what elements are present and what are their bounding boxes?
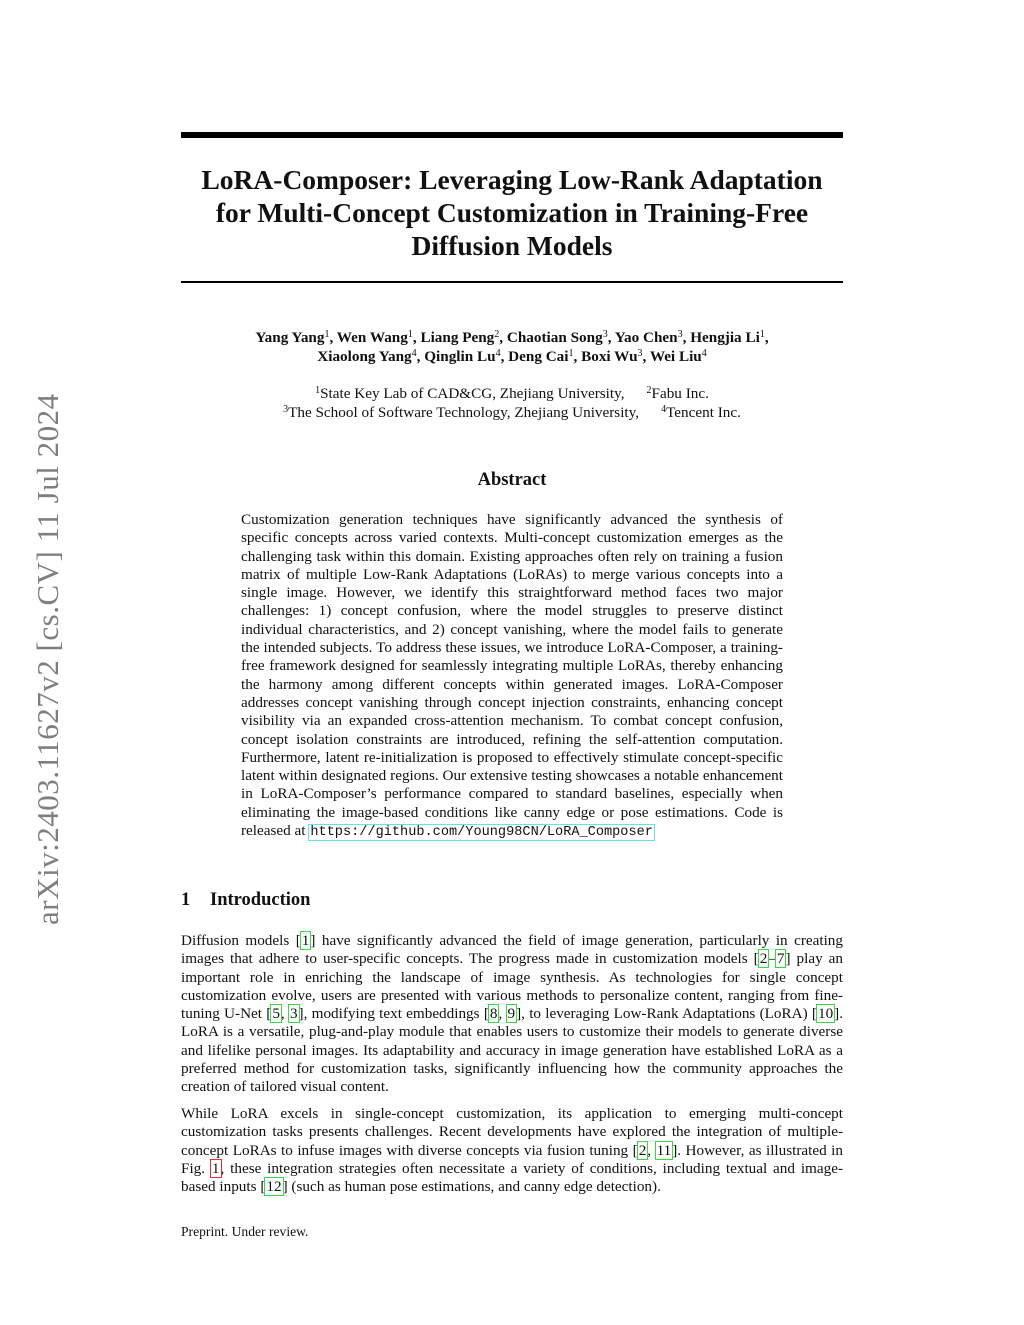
title-top-rule xyxy=(181,132,843,138)
abstract-heading: Abstract xyxy=(477,470,547,490)
title-bottom-rule xyxy=(181,281,843,283)
citation-link[interactable]: 1 xyxy=(301,932,310,949)
code-repository-link[interactable]: https://github.com/Young98CN/LoRA_Composer xyxy=(310,825,653,841)
section-heading-introduction xyxy=(181,890,310,911)
citation-bracket: [ xyxy=(811,1005,817,1023)
affiliation: $^3$The School of Software Technology, Zhejiang University, xyxy=(283,404,640,421)
intro-paragraph-1 xyxy=(181,932,843,1097)
citation-link[interactable]: 7 xyxy=(776,950,785,968)
citation-link[interactable]: 2 xyxy=(759,950,768,968)
citation-link[interactable]: 12 xyxy=(266,1178,282,1196)
citation-bracket: , xyxy=(647,1141,656,1159)
author: Wei Liu$^4$ xyxy=(649,348,707,365)
author: Deng Cai$^1$ xyxy=(508,348,574,365)
author: Chaotian Song$^3$ xyxy=(506,329,608,346)
author-list: Yang Yang$^1$, Wen Wang$^1$, Liang Peng$^2$, Chaotian Song$^3$, Yao Chen$^3$, Hengjia Li$^1$, Xiaolong Yang$^4$, Qinglin Lu$^4$, Deng Cai$^1$, Boxi Wu$^3$, Wei Liu$^4$ xyxy=(255,329,769,365)
citation-link[interactable]: 11 xyxy=(656,1141,672,1159)
author: Liang Peng$^2$ xyxy=(420,329,500,346)
citation-link[interactable]: 5 xyxy=(272,1005,280,1023)
paragraph-text: , to leveraging Low-Rank Adaptations (LoRA) xyxy=(521,1005,812,1023)
citation-bracket: [ xyxy=(266,1005,272,1023)
paragraph-text: have significantly advanced the field of image generation, particularly in creating images that adhere to user-specific concepts. The progress made in customization models xyxy=(181,932,843,968)
author: Xiaolong Yang$^4$ xyxy=(317,348,417,365)
affiliation: $^2$Fabu Inc. xyxy=(646,385,709,402)
citation-bracket: [ xyxy=(632,1141,638,1159)
abstract-text: Customization generation techniques have significantly advanced the synthesis of specific concepts across varied contexts. Multi-concept customization emerges as the challenging task within this domain. Existing approaches often rely on training a fusion matrix of multiple Low-Rank Adaptations (LoRAs) to merge various concepts into a single image. However, we identify this straightforward method faces two major challenges: 1) concept confusion, where the model struggles to preserve distinct individual characteristics, and 2) concept vanishing, where the model fails to generate the intended subjects. To address these issues, we introduce LoRA-Composer, a training-free framework designed for seamlessly integrating multiple LoRAs, thereby enhancing the harmony among different concepts within generated images. LoRA-Composer addresses concept vanishing through concept injection constraints, enhancing concept visibility via an expanded cross-attention mechanism. To combat concept confusion, concept isolation constraints are introduced, refining the self-attention computation. Furthermore, latent re-initialization is proposed to effectively stimulate concept-specific latent within designated regions. Our extensive testing showcases a notable enhancement in LoRA-Composer’s performance compared to standard baselines, especially when eliminating the image-based conditions like canny edge or pose estimations. Code is released at xyxy=(241,511,783,840)
paragraph-text: Diffusion models xyxy=(181,932,296,949)
section-number: 1 xyxy=(181,890,191,910)
arxiv-identifier-stamp: arXiv:2403.11627v2 [cs.CV] 11 Jul 2024 xyxy=(30,393,65,925)
citation-link[interactable]: 8 xyxy=(489,1005,498,1023)
title-line: LoRA-Composer: Leveraging Low-Rank Adaptation xyxy=(201,164,823,195)
intro-paragraph-2 xyxy=(181,1105,843,1196)
citation-bracket: [ xyxy=(260,1178,266,1196)
preprint-footer: Preprint. Under review. xyxy=(181,1224,309,1239)
citation-bracket: ] xyxy=(672,1141,678,1159)
author: Yang Yang$^1$ xyxy=(255,329,330,346)
citation-link[interactable]: 9 xyxy=(507,1005,516,1023)
paragraph-text: play an important role in enriching the landscape of image synthesis. As technologies for single concept customization evolve, users are presented with various methods to personalize content, ranging from fine-tuning U-Net xyxy=(181,950,843,1023)
paragraph-text: While LoRA excels in single-concept customization, its application to emerging multi-concept customization tasks presents challenges. Recent developments have explored the integration of multiple-concept LoRAs to infuse images with diverse concepts via fusion tuning xyxy=(181,1105,843,1159)
citation-bracket: , xyxy=(498,1005,507,1023)
author: Qinglin Lu$^4$ xyxy=(424,348,501,365)
citation-link[interactable]: 2 xyxy=(638,1141,647,1159)
affiliation: $^1$State Key Lab of CAD&CG, Zhejiang University, xyxy=(315,385,625,402)
paragraph-text: , these integration strategies often necessitate a variety of conditions, including textual and image-based inputs xyxy=(181,1159,843,1196)
title-line: Diffusion Models xyxy=(411,230,613,261)
paragraph-text: . LoRA is a versatile, plug-and-play module that enables users to customize their models to generate diverse and lifelike personal images. Its adaptability and accuracy in image generation have established LoRA as a preferred method for customization tasks, significantly influencing how the community approaches the creation of tailored visual content. xyxy=(181,1005,844,1096)
paragraph-text: , modifying text embeddings xyxy=(303,1005,484,1023)
citation-link[interactable]: 10 xyxy=(817,1005,834,1023)
citation-bracket: , xyxy=(280,1005,289,1023)
figure-reference-link[interactable]: 1 xyxy=(211,1159,220,1177)
affiliation: $^4$Tencent Inc. xyxy=(661,404,741,421)
citation-bracket: ] xyxy=(785,950,791,968)
section-title: Introduction xyxy=(210,890,311,910)
author: Boxi Wu$^3$ xyxy=(581,348,643,365)
author: Wen Wang$^1$ xyxy=(336,329,413,346)
citation-bracket: [ xyxy=(753,950,759,968)
citation-bracket: [ xyxy=(483,1005,489,1023)
affiliations xyxy=(181,384,843,422)
citation-link[interactable]: 3 xyxy=(289,1005,298,1023)
citation-bracket: ] xyxy=(516,1005,522,1023)
paragraph-text: (such as human pose estimations, and canny edge detection). xyxy=(287,1178,661,1196)
abstract-body xyxy=(241,511,783,842)
paper-title xyxy=(181,163,843,262)
citation-bracket: ] xyxy=(282,1178,288,1196)
title-line: for Multi-Concept Customization in Training-Free xyxy=(215,197,809,228)
citation-bracket: ] xyxy=(310,932,316,949)
citation-bracket: – xyxy=(768,950,776,968)
author: Yao Chen$^3$ xyxy=(614,329,683,346)
citation-bracket: ] xyxy=(834,1005,840,1023)
citation-bracket: ] xyxy=(298,1005,304,1023)
citation-bracket: [ xyxy=(295,932,301,949)
author: Hengjia Li$^1$ xyxy=(690,329,765,346)
paragraph-text: . However, as illustrated in Fig. xyxy=(181,1141,844,1177)
